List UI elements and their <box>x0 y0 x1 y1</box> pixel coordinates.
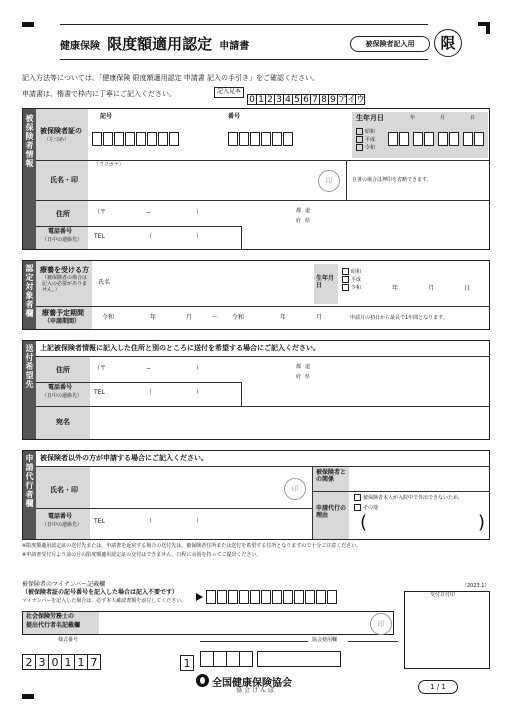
proxy-tel-close: ） <box>196 518 203 525</box>
form-id-digit: 2 <box>22 654 36 670</box>
note-2: ※申請書受付月より前の月の限度額適用認定証の交付はできません。日程に余裕を持ってご提出ください。 <box>22 552 262 558</box>
form-id-digit: 1 <box>61 654 75 670</box>
bango-digit-cell[interactable] <box>261 132 271 146</box>
dob-day: 日 <box>470 115 476 121</box>
dob-cells[interactable] <box>388 131 485 150</box>
delivery-divider-1 <box>36 382 242 383</box>
period-start-month: 月 <box>186 314 193 321</box>
mynumber-digit-cell[interactable] <box>283 590 293 604</box>
period-start-year: 年 <box>150 314 157 321</box>
dob-label: 生年月日 <box>356 114 384 122</box>
mynumber-title: 被保険者のマイナンバー記載欄 <box>22 581 106 588</box>
sample-char: 1 <box>256 94 266 105</box>
delivery-phone-label: 電話番号 <box>48 384 73 391</box>
proxy-phone-sublabel: （日中の連絡先） <box>42 522 83 528</box>
sample-char: ウ <box>356 95 366 105</box>
delivery-divider-2 <box>36 406 489 407</box>
sharoushi-seal[interactable]: 印 <box>370 613 392 635</box>
dob-month: 月 <box>440 115 446 121</box>
sample-char: 9 <box>328 94 338 105</box>
title-prefix: 健康保険 <box>60 41 100 52</box>
card-sublabel: （左づめ） <box>44 137 70 143</box>
period-end-year: 年 <box>280 314 287 321</box>
sample-char: 0 <box>247 94 257 105</box>
dob-digit-cell[interactable] <box>438 132 448 146</box>
proxy-name-label: 氏名・印 <box>50 486 78 494</box>
period-era-start: 令和 <box>102 314 115 321</box>
delivery-section <box>22 340 490 440</box>
note-1: ※限度額適用認定証の送付先または、申請書を返戻する場合の送付先は、被保険者住所または送付を希望する住所となりますので十分ご注意ください。 <box>22 543 362 549</box>
period-sublabel: （申請期間） <box>44 318 81 325</box>
sample-char: 8 <box>319 94 329 105</box>
insured-name-divider <box>346 160 347 200</box>
insured-era-list <box>356 128 375 151</box>
mynumber-digit-cell[interactable] <box>261 590 271 604</box>
recipient-era-heisei[interactable]: 平成 <box>342 276 361 284</box>
bango-digit-cell[interactable] <box>250 132 260 146</box>
org-sub: 協会けんぽ <box>236 687 277 694</box>
form-id-digit: 0 <box>48 654 62 670</box>
bango-digit-cell[interactable] <box>272 132 282 146</box>
sample-char: 6 <box>301 94 311 105</box>
recipient-dob-label: 生年月日 <box>316 275 335 289</box>
proxy-seal[interactable]: 印 <box>284 478 306 500</box>
period-note: 申請月の初日から最長で1年間となります。 <box>350 315 448 321</box>
delivery-postal-suffix: ） <box>196 365 203 372</box>
insured-phone-right <box>241 226 242 249</box>
form-id-label: 様式番号 <box>58 637 79 643</box>
org-name: 全国健康保険協会 <box>212 678 292 689</box>
recipient-year: 年 <box>392 285 399 292</box>
mynumber-digit-cell[interactable] <box>305 590 315 604</box>
form-id-digit: 7 <box>87 654 101 670</box>
office-cell <box>226 651 240 667</box>
sample-char: ア <box>338 95 348 105</box>
mynumber-digit-cell[interactable] <box>239 590 249 604</box>
mynumber-digit-cell[interactable] <box>327 590 337 604</box>
proxy-divider-1 <box>36 508 312 509</box>
mynumber-note: マイナンバーを記入した場合は、必ず本人確認書類を添付してください。 <box>22 598 187 604</box>
form-id-digit: 3 <box>35 654 49 670</box>
insured-badge: 被保険者記入用 <box>350 36 430 52</box>
bango-cells[interactable] <box>228 131 294 150</box>
era-showa[interactable]: 昭和 <box>356 128 375 136</box>
sample-label: 記入見本 <box>214 87 244 98</box>
dob-digit-cell[interactable] <box>399 132 409 146</box>
phone-sublabel: （日中の連絡先） <box>42 237 83 243</box>
proxy-reason-opt2[interactable]: その他 <box>354 504 378 512</box>
recipient-era-list <box>342 268 361 291</box>
kigo-digit-cell[interactable] <box>92 132 102 146</box>
proxy-reason-paren-open: ( <box>360 512 368 533</box>
period-label: 療養予定期間 <box>42 309 84 317</box>
pref-chars: 都道府県 <box>296 208 315 224</box>
office-label: 協会使用欄 <box>312 637 338 643</box>
dob-digit-cell[interactable] <box>474 132 484 146</box>
delivery-address-label: 住所 <box>56 366 70 374</box>
bango-digit-cell[interactable] <box>239 132 249 146</box>
kigo-digit-cell[interactable] <box>114 132 124 146</box>
version-label: （2023.1） <box>462 583 490 589</box>
delivery-phone-right <box>241 382 242 406</box>
proxy-divider-top <box>36 466 489 467</box>
corner-mark-tl <box>22 22 34 27</box>
proxy-reason-label: 申請代行の理由 <box>316 505 347 519</box>
furigana-label: （フリガナ） <box>94 162 124 168</box>
office-line-right <box>348 641 398 642</box>
mynumber-digit-cell[interactable] <box>250 590 260 604</box>
insured-side-label: 被保険者情報 <box>25 114 34 168</box>
bango-label: 番号 <box>228 113 241 120</box>
mynumber-digit-cell[interactable] <box>272 590 282 604</box>
insured-seal[interactable]: 印 <box>318 170 340 192</box>
mynumber-digit-cell[interactable] <box>217 590 227 604</box>
tel-paren-open: （ <box>146 233 153 240</box>
era-heisei[interactable]: 平成 <box>356 136 375 144</box>
recipient-side-label: 認定対象者欄 <box>25 264 34 318</box>
mynumber-cells[interactable] <box>206 589 338 608</box>
delivery-postal-prefix: （〒 <box>94 365 107 372</box>
office-cell <box>213 651 227 667</box>
delivery-tel: TEL <box>94 389 105 396</box>
intro-line-1: 記入方法等については、「健康保険 限度額適用認定 申請書 記入の手引き」をご確認ください。 <box>22 74 320 82</box>
period-tilde: 〜 <box>212 314 219 321</box>
kigo-label: 記号 <box>100 113 113 120</box>
kigo-cells[interactable] <box>92 131 180 150</box>
mynumber-arrow-icon <box>196 593 203 601</box>
recipient-note: （被保険者の場合は記入の必要がありません。） <box>42 275 88 293</box>
bango-digit-cell[interactable] <box>228 132 238 146</box>
kigo-digit-cell[interactable] <box>125 132 135 146</box>
office-line-left <box>200 641 308 642</box>
recipient-era-reiwa[interactable]: 令和 <box>342 284 361 292</box>
mynumber-digit-cell[interactable] <box>294 590 304 604</box>
corner-mark-tr-v <box>486 22 490 34</box>
recipient-month: 月 <box>428 285 435 292</box>
proxy-tel-open: （ <box>146 518 153 525</box>
title-underline <box>60 59 428 60</box>
recipient-era-showa[interactable]: 昭和 <box>342 268 361 276</box>
seal-note: 自署の場合は押印を省略できます。 <box>352 177 432 183</box>
form-id-digit: 1 <box>74 654 88 670</box>
proxy-relation-label: 被保険者との関係 <box>316 469 347 483</box>
intro-line-2: 申請書は、楷書で枠内に丁寧にご記入ください。 <box>22 90 176 98</box>
address-label: 住所 <box>56 210 70 218</box>
mynumber-digit-cell[interactable] <box>316 590 326 604</box>
proxy-reason-paren-close: ) <box>478 512 486 533</box>
office-cell <box>239 651 253 667</box>
recipient-divider <box>36 306 489 307</box>
addressee-label: 宛名 <box>56 418 70 426</box>
name-label: 氏名・印 <box>50 176 78 184</box>
dob-year: 年 <box>410 115 416 121</box>
dob-digit-cell[interactable] <box>449 132 459 146</box>
dob-digit-cell[interactable] <box>463 132 473 146</box>
delivery-pref-chars: 都道府県 <box>296 364 315 380</box>
sample-char: イ <box>347 95 357 105</box>
dob-digit-cell[interactable] <box>388 132 398 146</box>
recipient-name-label: 氏名 <box>98 279 111 286</box>
proxy-tel: TEL <box>94 518 105 525</box>
delivery-phone-sublabel: （日中の連絡先） <box>42 393 83 399</box>
insured-divider-1 <box>36 160 489 161</box>
mynumber-sub: （被保険者証の記号番号を記入した場合は記入不要です） <box>22 589 179 596</box>
org-logo-icon-inner <box>200 677 205 684</box>
office-cells <box>180 651 340 671</box>
postal-prefix: （〒 <box>94 209 107 216</box>
kigo-digit-cell[interactable] <box>103 132 113 146</box>
limit-mark: 限 <box>434 29 462 57</box>
sample-char: 2 <box>265 94 275 105</box>
sharoushi-sub: 提出代行者名記載欄 <box>26 622 81 629</box>
postal-dash: − <box>146 209 152 216</box>
receipt-stamp-box <box>404 591 490 669</box>
recipient-label: 療養を受ける方 <box>40 266 89 274</box>
proxy-reason-opt1[interactable]: 被保険者本人が入院中で外出できないため。 <box>354 494 463 502</box>
kigo-digit-cell[interactable] <box>169 132 179 146</box>
period-end-month: 月 <box>316 314 323 321</box>
era-reiwa[interactable]: 令和 <box>356 144 375 152</box>
period-era-end: 令和 <box>232 314 245 321</box>
phone-label: 電話番号 <box>48 228 73 235</box>
recipient-day: 日 <box>464 285 471 292</box>
bango-digit-cell[interactable] <box>283 132 293 146</box>
sample-char: 4 <box>283 94 293 105</box>
mynumber-digit-cell[interactable] <box>206 590 216 604</box>
sharoushi-title: 社会保険労務士の <box>26 613 75 620</box>
dob-digit-cell[interactable] <box>424 132 434 146</box>
office-cell <box>257 651 341 667</box>
kigo-digit-cell[interactable] <box>158 132 168 146</box>
mynumber-digit-cell[interactable] <box>228 590 238 604</box>
page-title <box>60 33 249 54</box>
kigo-digit-cell[interactable] <box>136 132 146 146</box>
corner-mark-bl <box>22 694 34 699</box>
receipt-label: 受付日付印 <box>430 592 456 598</box>
office-cell <box>200 651 214 667</box>
delivery-tel-open: （ <box>146 389 153 396</box>
title-main: 限度額適用認定 <box>107 35 213 53</box>
tel-label: TEL <box>94 233 105 240</box>
title-topline <box>60 24 428 25</box>
sample-char: 3 <box>274 94 284 105</box>
postal-suffix: ） <box>196 209 203 216</box>
form-id-cells <box>22 651 100 670</box>
dob-digit-cell[interactable] <box>413 132 423 146</box>
sample-char: 7 <box>310 94 320 105</box>
sample-strip <box>214 87 364 106</box>
proxy-instruction: 被保険者以外の方が申請する場合にご記入ください。 <box>40 454 208 462</box>
proxy-side-label: 申請代行者欄 <box>25 454 34 508</box>
card-label: 被保険者証の <box>40 127 82 135</box>
sample-char: 5 <box>292 94 302 105</box>
delivery-divider-top <box>36 356 489 357</box>
delivery-tel-close: ） <box>196 389 203 396</box>
insured-divider-3 <box>36 226 242 227</box>
tel-paren-close: ） <box>196 233 203 240</box>
kigo-digit-cell[interactable] <box>147 132 157 146</box>
page-indicator: 1 / 1 <box>418 680 458 694</box>
delivery-side-label: 送付希望先 <box>25 344 34 389</box>
delivery-instruction: 上記被保険者情報に記入した住所と別のところに送付を希望する場合にご記入ください。 <box>40 344 320 352</box>
proxy-phone-label: 電話番号 <box>48 513 73 520</box>
insured-divider-2 <box>36 200 489 201</box>
delivery-postal-dash: − <box>146 365 152 372</box>
office-first-digit: 1 <box>180 655 194 671</box>
title-suffix: 申請書 <box>219 41 250 52</box>
